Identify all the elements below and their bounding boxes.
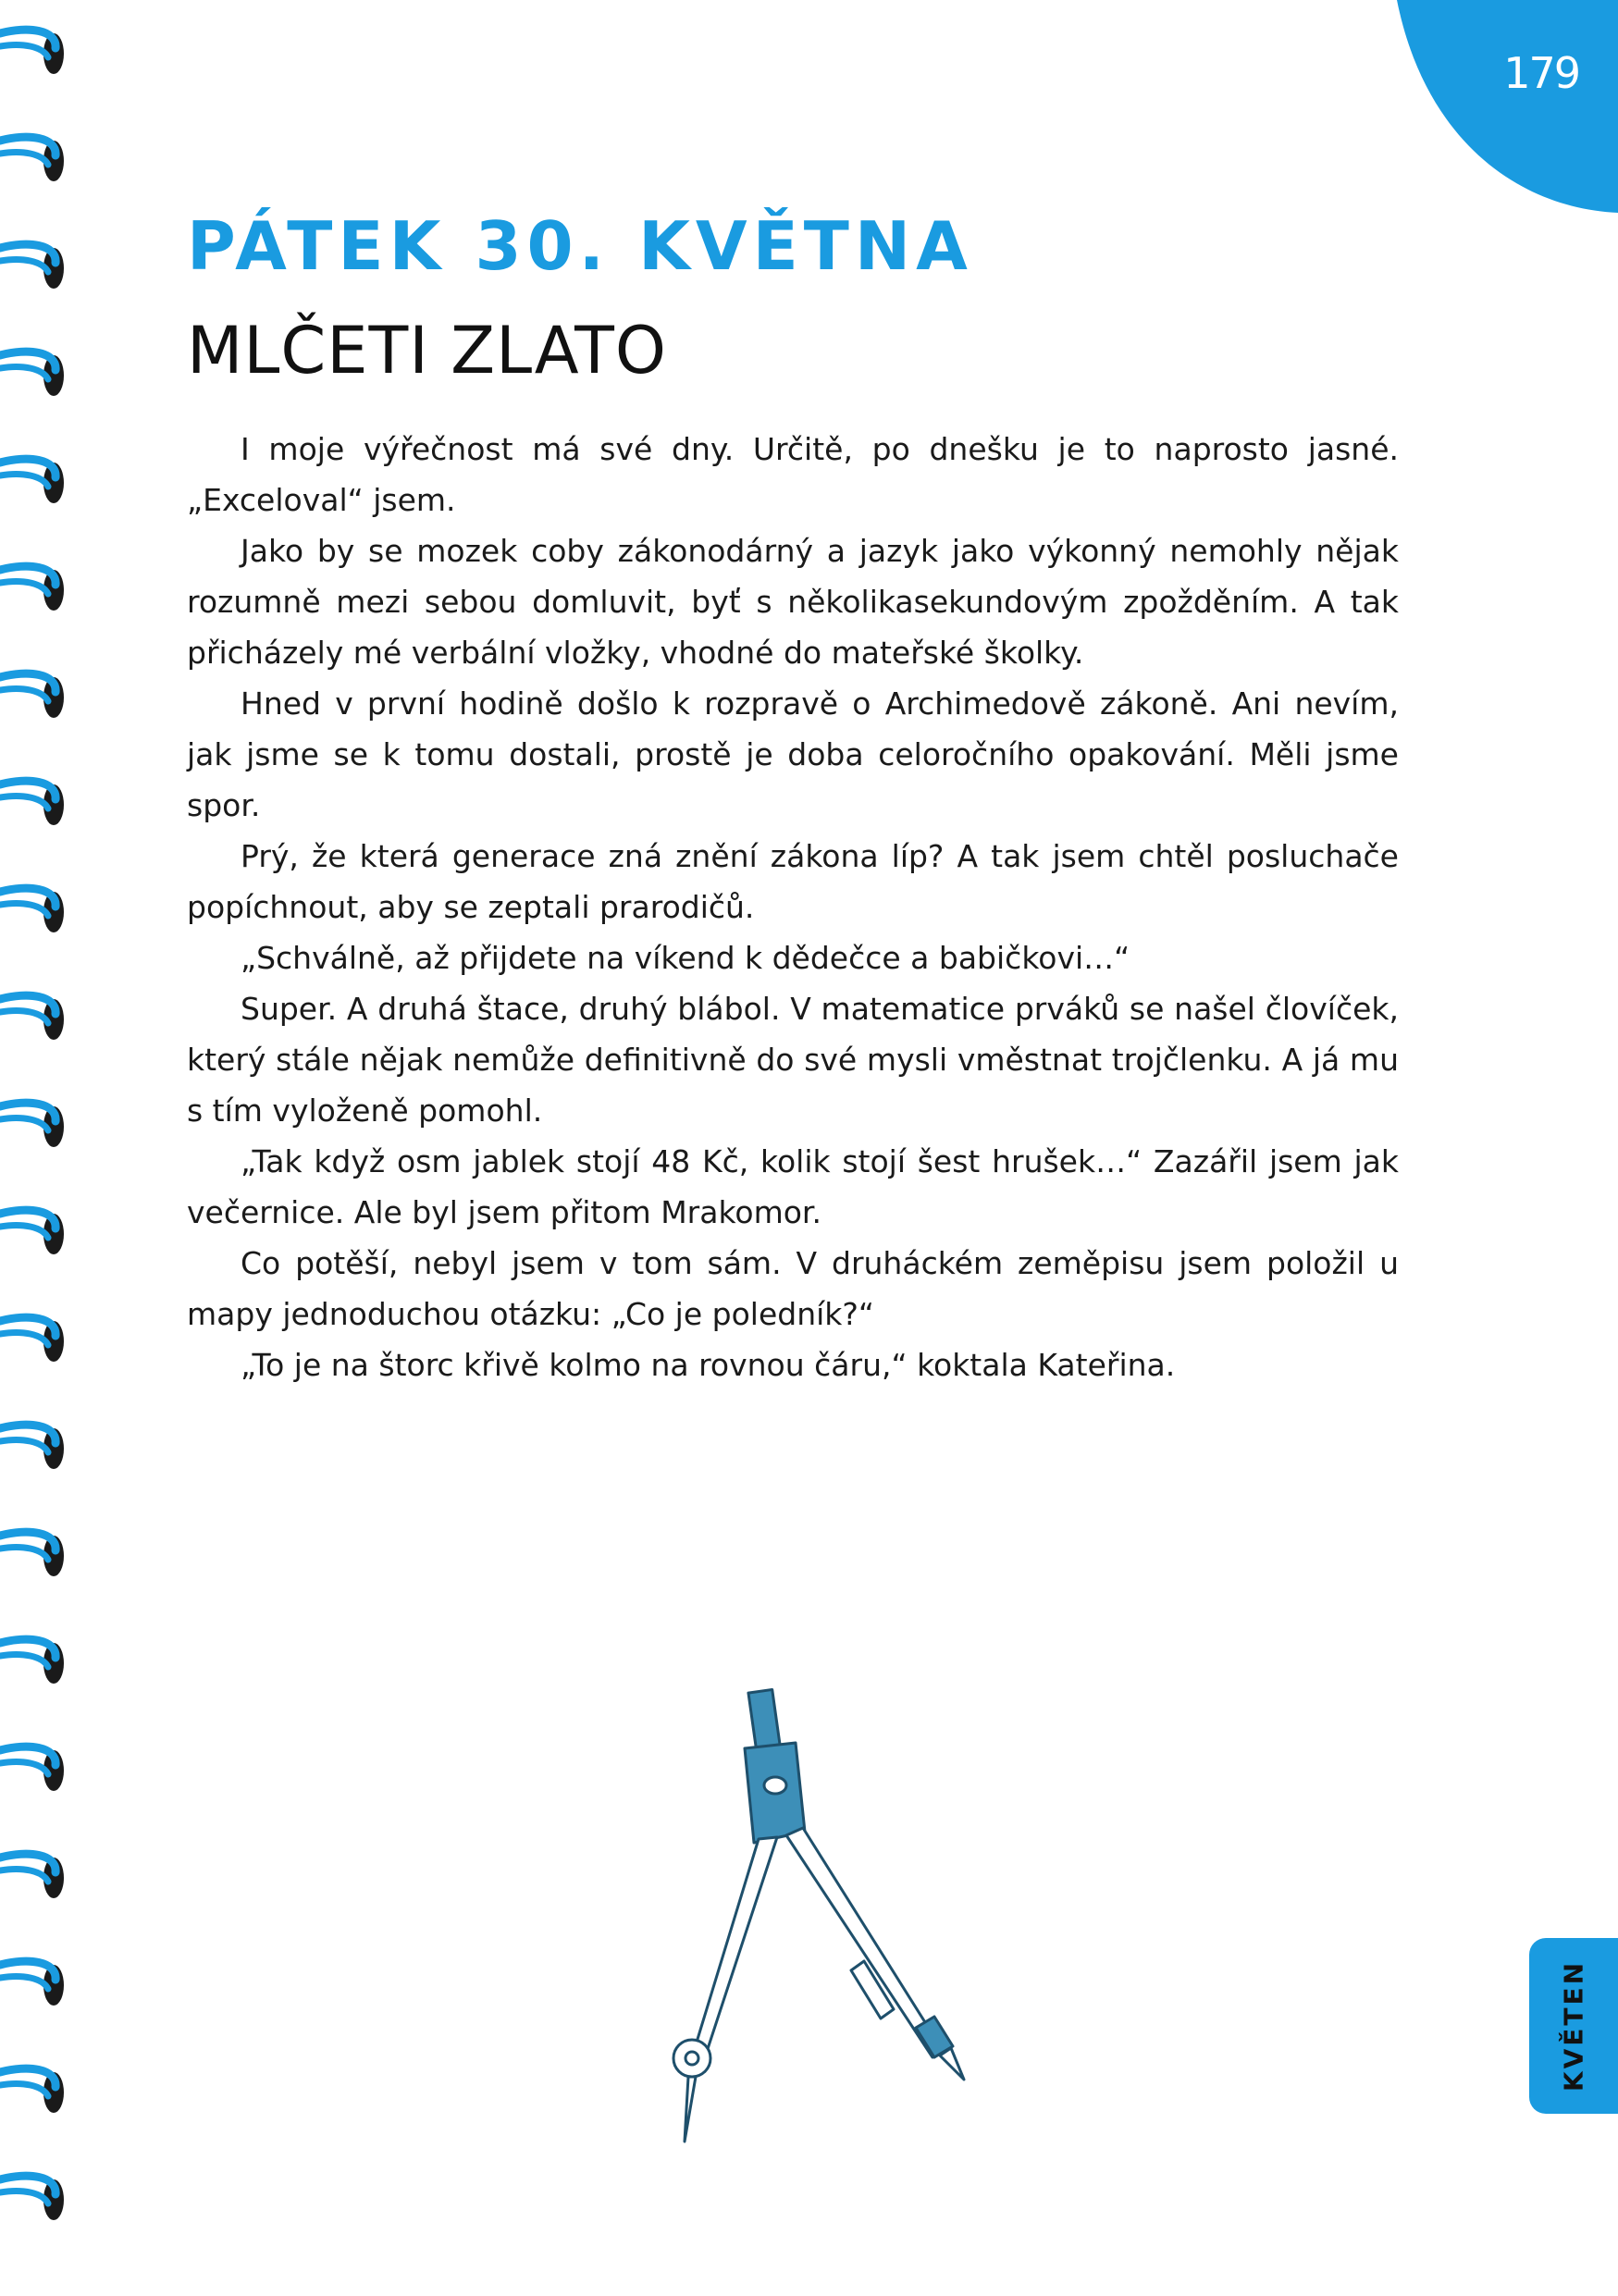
chapter-title: MLČETI ZLATO [187, 313, 668, 389]
page-number: 179 [1503, 48, 1579, 98]
spiral-ring-icon [0, 566, 64, 611]
spiral-ring-icon [0, 2068, 64, 2113]
paragraph: „Schválně, až přijdete na víkend k dědečce a babičkovi…“ [241, 940, 1130, 976]
spiral-ring-icon [0, 673, 64, 718]
spiral-ring-icon [0, 1747, 64, 1791]
body-text [187, 424, 1399, 1390]
month-tab [1529, 1938, 1618, 2114]
spiral-ring-icon [0, 30, 64, 74]
spiral-ring-icon [0, 244, 64, 289]
date-heading: PÁTEK 30. KVĚTNA [187, 207, 973, 285]
paragraph: Jako by se mozek coby zákonodárný a jazyk jako výkonný nemohly nějak rozumně mezi sebou domluvit, byť s několikasekundovým zpožděním. A tak přicházely mé verbální vložky, vhodné do mateřské školky. [187, 533, 1399, 671]
paragraph: „To je na štorc křivě kolmo na rovnou čáru,“ koktala Kateřina. [241, 1347, 1176, 1383]
spiral-ring-icon [0, 1854, 64, 1898]
paragraph: Prý, že která generace zná znění zákona líp? A tak jsem chtěl posluchače popíchnout, aby se zeptali prarodičů. [187, 838, 1399, 925]
page-number-badge [1397, 0, 1618, 213]
spiral-ring-icon [0, 1961, 64, 2006]
paragraph: I moje výřečnost má své dny. Určitě, po dnešku je to naprosto jasné. „Exceloval“ jsem. [187, 431, 1399, 518]
paragraph: Super. A druhá štace, druhý blábol. V matematice prváků se našel človíček, který stále nějak nemůže definitivně do své mysli vměstnat trojčlenku. A já mu s tím vyloženě pomohl. [187, 991, 1399, 1129]
spiral-ring-icon [0, 1532, 64, 1576]
paragraph: Hned v první hodině došlo k rozpravě o Archimedově zákoně. Ani nevím, jak jsme se k tomu dostali, prostě je doba celoročního opakování. Měli jsme spor. [187, 685, 1399, 823]
paragraph: Co potěší, nebyl jsem v tom sám. V druháckém zeměpisu jsem položil u mapy jednoduchou otázku: „Co je poledník?“ [187, 1245, 1399, 1332]
badge-shape [1397, 0, 1618, 213]
spiral-ring-icon [0, 1317, 64, 1362]
spiral-ring-icon [0, 459, 64, 503]
month-label: KVĚTEN [1558, 1959, 1589, 2092]
spiral-binding-icon [0, 0, 83, 2296]
spiral-ring-icon [0, 781, 64, 825]
paragraph: „Tak když osm jablek stojí 48 Kč, kolik stojí šest hrušek…“ Zazářil jsem jak večernice. Ale byl jsem přitom Mrakomor. [187, 1143, 1399, 1230]
spiral-ring-icon [0, 137, 64, 181]
spiral-ring-icon [0, 1425, 64, 1469]
spiral-ring-icon [0, 352, 64, 396]
spiral-ring-icon [0, 888, 64, 932]
spiral-ring-icon [0, 995, 64, 1040]
compass-drawing-icon [666, 1684, 999, 2146]
spiral-ring-icon [0, 1210, 64, 1254]
spiral-ring-icon [0, 2176, 64, 2220]
spiral-ring-icon [0, 1639, 64, 1684]
spiral-ring-icon [0, 1103, 64, 1147]
